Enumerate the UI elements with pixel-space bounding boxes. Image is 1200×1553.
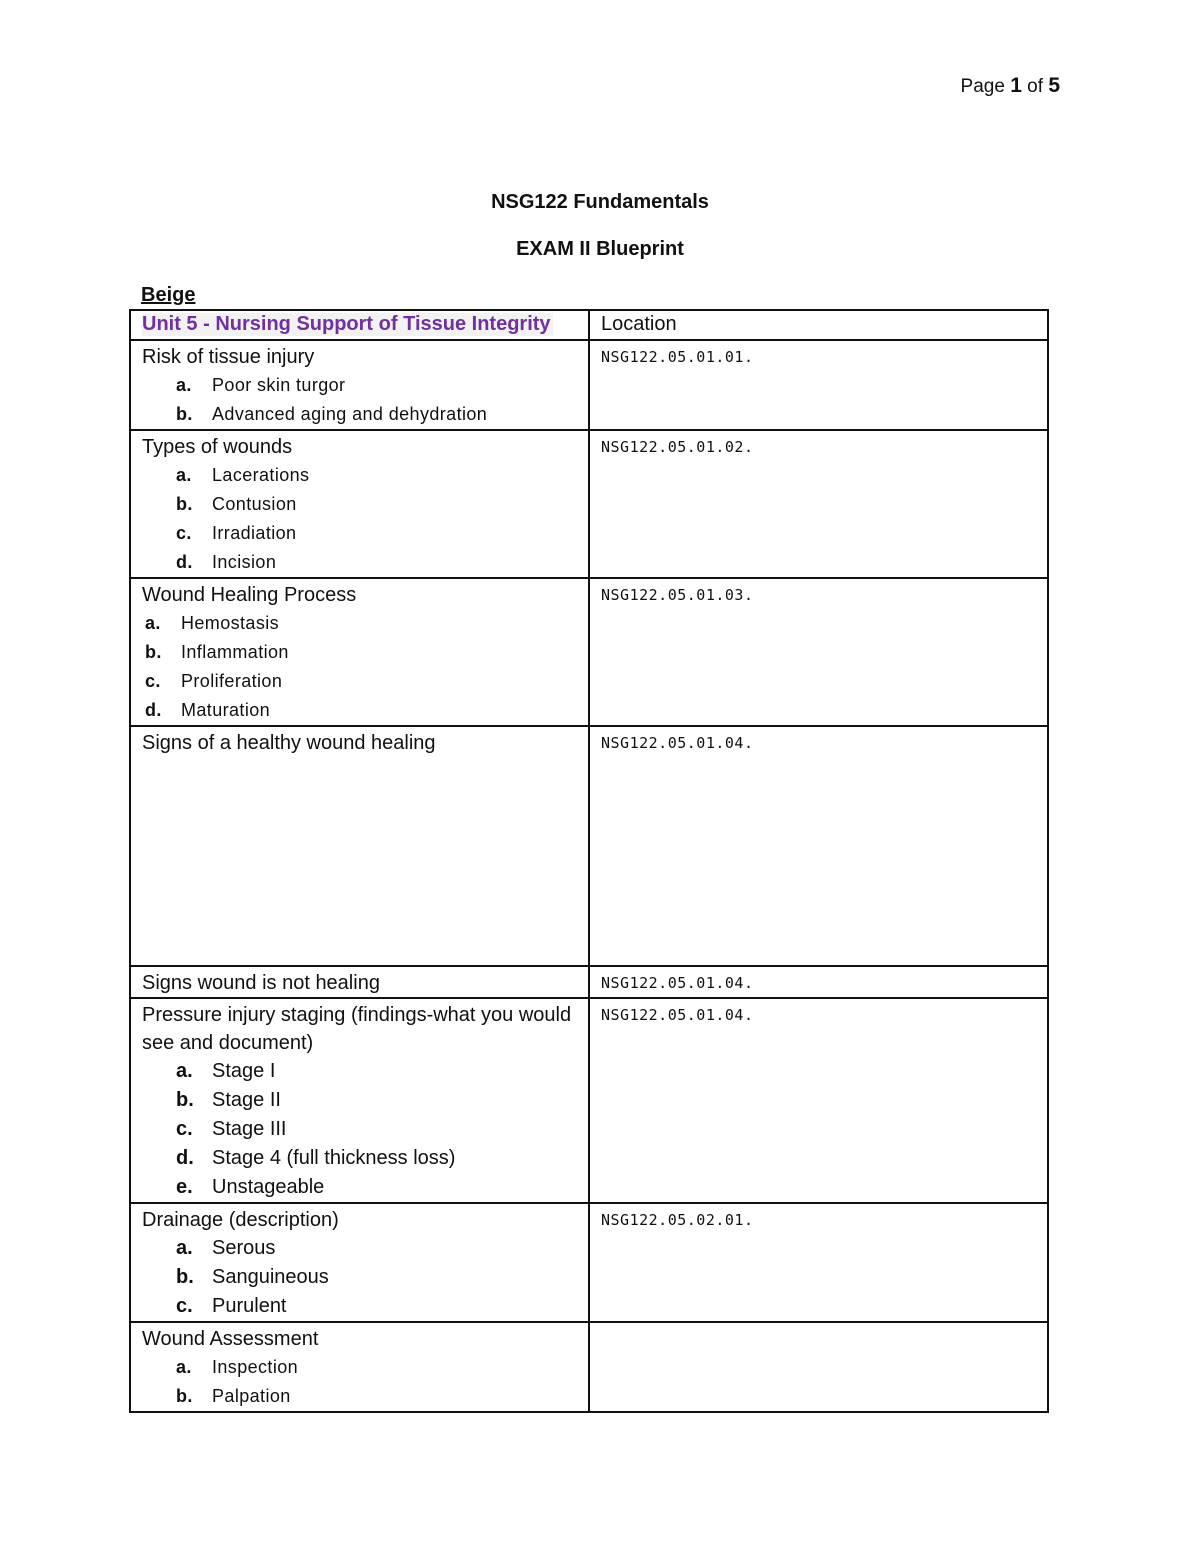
topic-cell [130, 998, 589, 1203]
topic-title: Signs wound is not healing [142, 972, 380, 994]
list-item [176, 519, 578, 548]
list-item [176, 1263, 578, 1292]
location-code: NSG122.05.01.04. [601, 1006, 754, 1024]
list-marker: b. [176, 494, 193, 514]
list-item [176, 1086, 578, 1115]
topic-title: Signs of a healthy wound healing [142, 732, 436, 754]
list-marker: e. [176, 1176, 193, 1198]
list-marker: a. [176, 375, 192, 395]
location-header-cell [589, 310, 1048, 340]
list-item-text: Unstageable [212, 1176, 325, 1198]
topic-cell [130, 1203, 589, 1322]
list-item-text: Inspection [212, 1357, 299, 1377]
location-cell [589, 998, 1048, 1203]
blueprint-table [129, 309, 1049, 1413]
list-item-text: Proliferation [181, 671, 283, 691]
table-row [130, 578, 1048, 726]
page-number-prefix: Page [960, 76, 1005, 97]
location-cell [589, 430, 1048, 578]
section-label: Beige [141, 284, 196, 306]
list-item-text: Stage I [212, 1060, 276, 1082]
list-marker: d. [145, 700, 162, 720]
list-item-text: Stage II [212, 1089, 281, 1111]
location-code: NSG122.05.01.01. [601, 348, 754, 366]
topic-title: Wound Assessment [142, 1328, 319, 1350]
subtopic-list [142, 609, 578, 725]
subtopic-list [142, 1057, 578, 1202]
location-header: Location [601, 313, 677, 335]
list-item [176, 1353, 578, 1382]
location-cell [589, 1203, 1048, 1322]
list-marker: b. [176, 404, 193, 424]
list-item-text: Lacerations [212, 465, 310, 485]
table-row [130, 998, 1048, 1203]
location-cell [589, 1322, 1048, 1412]
topic-title: Types of wounds [142, 436, 293, 458]
topic-cell [130, 726, 589, 966]
location-code: NSG122.05.01.04. [601, 734, 754, 752]
list-marker: d. [176, 552, 193, 572]
table-row [130, 966, 1048, 998]
list-item [176, 490, 578, 519]
list-item-text: Stage III [212, 1118, 287, 1140]
list-marker: b. [176, 1386, 193, 1406]
list-item-text: Purulent [212, 1295, 287, 1317]
list-marker: a. [145, 613, 161, 633]
page-number-of: of [1027, 76, 1044, 97]
topic-cell [130, 430, 589, 578]
list-item [176, 1382, 578, 1411]
topic-cell [130, 340, 589, 430]
table-header-row [130, 310, 1048, 340]
list-item-text: Irradiation [212, 523, 297, 543]
location-code: NSG122.05.02.01. [601, 1211, 754, 1229]
list-item-text: Inflammation [181, 642, 289, 662]
topic-title: Wound Healing Process [142, 584, 357, 606]
topic-title: Risk of tissue injury [142, 346, 315, 368]
list-marker: a. [176, 1357, 192, 1377]
topic-cell [130, 1322, 589, 1412]
list-item [176, 1234, 578, 1263]
topic-cell [130, 966, 589, 998]
location-code: NSG122.05.01.04. [601, 974, 754, 992]
list-marker: c. [176, 1295, 193, 1317]
subtopic-list [142, 1234, 578, 1321]
list-item [145, 696, 578, 725]
course-title: NSG122 Fundamentals [491, 191, 709, 213]
list-item [176, 548, 578, 577]
unit-header: Unit 5 - Nursing Support of Tissue Integrity [142, 313, 551, 335]
location-code: NSG122.05.01.02. [601, 438, 754, 456]
list-marker: c. [176, 523, 192, 543]
table-row [130, 1203, 1048, 1322]
location-cell [589, 966, 1048, 998]
list-marker: b. [145, 642, 162, 662]
exam-title: EXAM II Blueprint [516, 238, 684, 260]
list-item-text: Sanguineous [212, 1266, 329, 1288]
page-number [961, 74, 1060, 98]
list-item-text: Stage 4 (full thickness loss) [212, 1147, 456, 1169]
list-item [176, 1144, 578, 1173]
location-cell [589, 726, 1048, 966]
list-item [145, 609, 578, 638]
topic-title: Pressure injury staging (findings-what you would see and document) [142, 1004, 572, 1054]
list-marker: b. [176, 1266, 194, 1288]
table-row [130, 340, 1048, 430]
list-item [176, 400, 578, 429]
list-marker: c. [145, 671, 161, 691]
list-item [176, 1057, 578, 1086]
list-item [145, 667, 578, 696]
list-marker: c. [176, 1118, 193, 1140]
list-item [176, 1115, 578, 1144]
subtopic-list [142, 1353, 578, 1411]
unit-header-cell [130, 310, 589, 340]
list-item [176, 371, 578, 400]
table-row [130, 726, 1048, 966]
list-item-text: Advanced aging and dehydration [212, 404, 488, 424]
list-marker: d. [176, 1147, 194, 1169]
list-marker: a. [176, 1060, 193, 1082]
list-item-text: Poor skin turgor [212, 375, 346, 395]
list-item [176, 1292, 578, 1321]
table-row [130, 430, 1048, 578]
list-item [176, 461, 578, 490]
location-cell [589, 340, 1048, 430]
table-row [130, 1322, 1048, 1412]
list-marker: a. [176, 465, 192, 485]
page-number-total: 5 [1048, 74, 1060, 97]
list-marker: b. [176, 1089, 194, 1111]
list-item-text: Palpation [212, 1386, 291, 1406]
subtopic-list [142, 461, 578, 577]
topic-cell [130, 578, 589, 726]
subtopic-list [142, 371, 578, 429]
location-code: NSG122.05.01.03. [601, 586, 754, 604]
topic-title: Drainage (description) [142, 1209, 339, 1231]
location-cell [589, 578, 1048, 726]
page-number-current: 1 [1010, 74, 1022, 97]
list-item [176, 1173, 578, 1202]
list-marker: a. [176, 1237, 193, 1259]
list-item-text: Maturation [181, 700, 271, 720]
location-code [601, 1325, 1037, 1328]
list-item-text: Incision [212, 552, 277, 572]
list-item [145, 638, 578, 667]
list-item-text: Contusion [212, 494, 297, 514]
list-item-text: Hemostasis [181, 613, 280, 633]
list-item-text: Serous [212, 1237, 276, 1259]
